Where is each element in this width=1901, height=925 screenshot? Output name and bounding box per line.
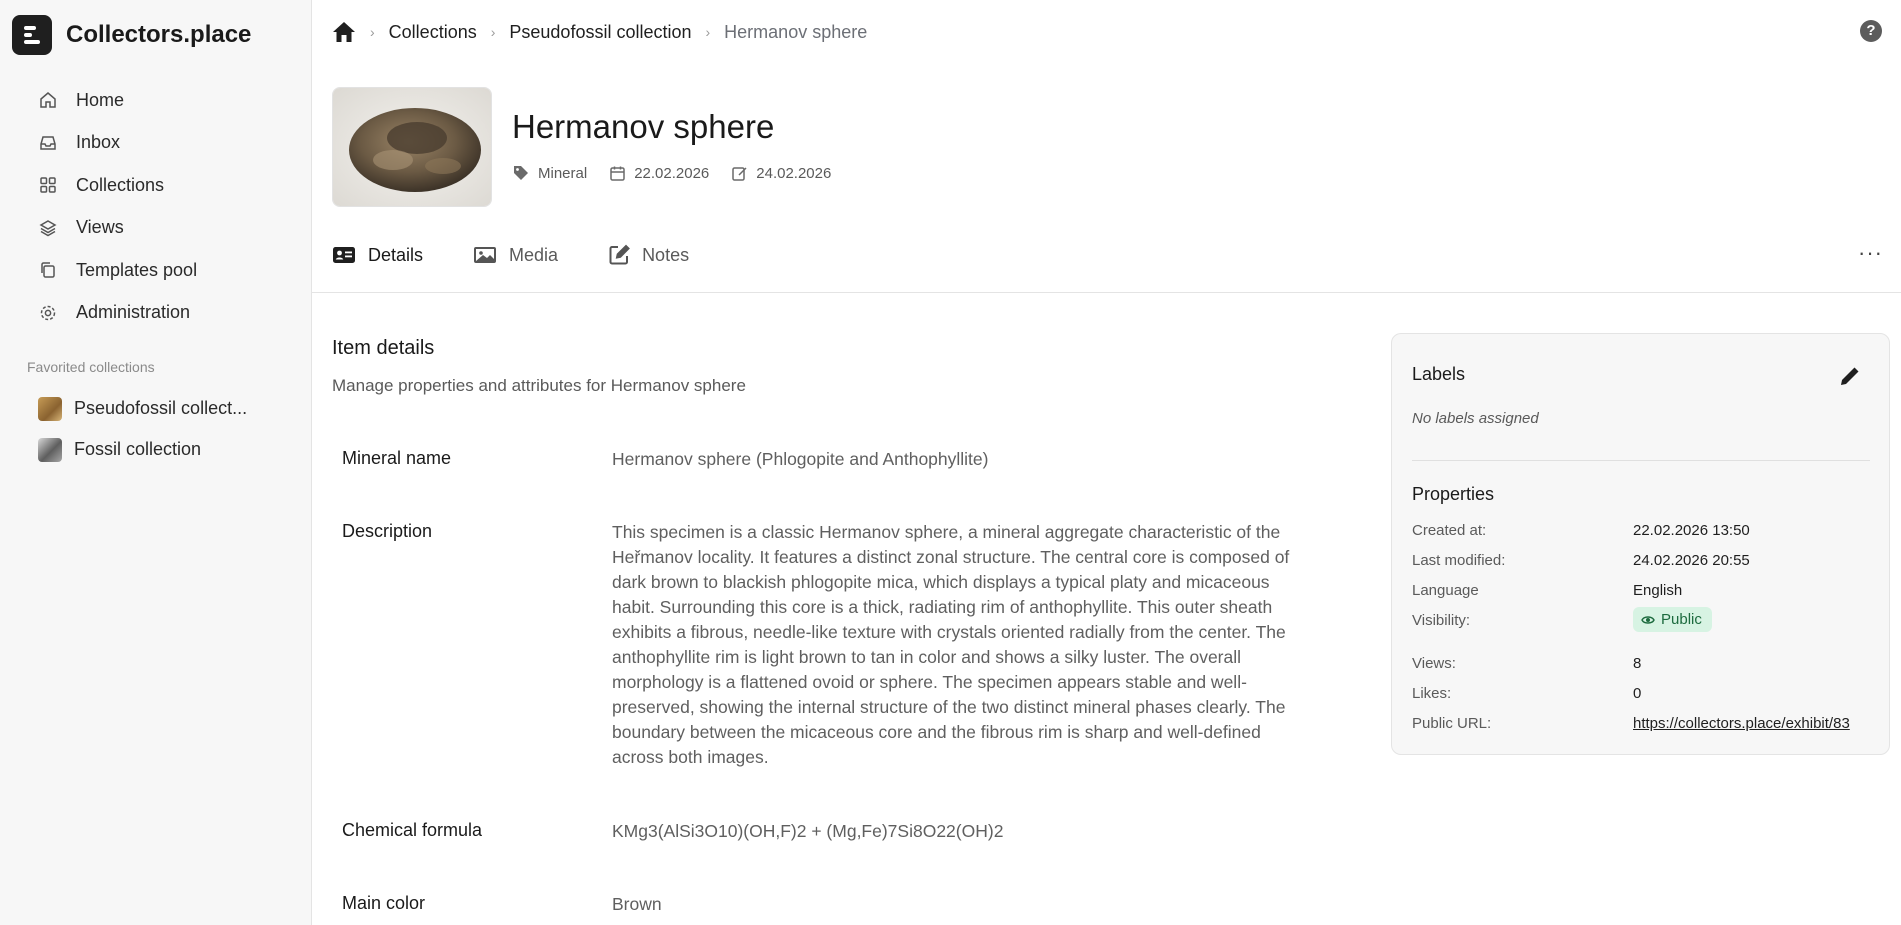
chevron-right-icon: › bbox=[705, 24, 711, 40]
breadcrumb-pseudofossil-collection[interactable]: Pseudofossil collection bbox=[509, 21, 692, 42]
sidebar bbox=[0, 0, 312, 925]
nav-item-inbox[interactable] bbox=[26, 122, 296, 165]
item-side-panel bbox=[1391, 333, 1890, 755]
nav-item-home[interactable] bbox=[26, 79, 296, 122]
nav-label: Collections bbox=[76, 174, 165, 195]
visibility-label: Public bbox=[1661, 611, 1702, 628]
favorites-list bbox=[26, 388, 296, 470]
item-tabs bbox=[332, 244, 739, 266]
field-value-chemical-formula[interactable]: KMg3(AlSi3O10)(OH,F)2 + (Mg,Fe)7Si8O22(OH)2 bbox=[612, 821, 1004, 841]
item-modified-date bbox=[731, 165, 831, 182]
collection-thumbnail bbox=[38, 397, 62, 421]
prop-key: Language bbox=[1412, 582, 1479, 599]
prop-key: Likes: bbox=[1412, 685, 1452, 702]
tab-notes[interactable] bbox=[608, 244, 689, 266]
field-label-chemical-formula: Chemical formula bbox=[342, 820, 483, 840]
tag-icon bbox=[512, 164, 530, 182]
field-value-description[interactable]: This specimen is a classic Hermanov sphere, a mineral aggregate characteristic of the Heřmanov locality. It features a distinct zonal structure. The central core is composed of dark brown to blackish phlogopite mica, which displays a typical platy and micaceous habit. Surrounding this core is a thick, radiating rim of anthophyllite. This outer sheath exhibits a fibrous, needle-like texture with crystals oriented radially from the center. The anthophyllite rim is light brown to tan in color and shows a silky luster. The overall morphology is a flattened ovoid or sphere. The specimen appears stable and well-preserved, showing the internal structure of the two distinct mineral phases clearly. The boundary between the micaceous core and the fibrous rim is sharp and well-defined across both images. bbox=[612, 522, 1290, 767]
nav-item-templates-pool[interactable] bbox=[26, 249, 296, 292]
prop-key: Visibility: bbox=[1412, 612, 1471, 629]
eye-icon bbox=[1641, 613, 1655, 627]
favorite-label: Pseudofossil collect... bbox=[74, 398, 248, 418]
prop-value: 24.02.2026 20:55 bbox=[1633, 552, 1750, 569]
tabs-divider bbox=[312, 292, 1901, 293]
nav-item-collections[interactable] bbox=[26, 164, 296, 207]
nav-label: Home bbox=[76, 89, 125, 110]
labels-title: Labels bbox=[1412, 364, 1466, 384]
field-value-main-color[interactable]: Brown bbox=[612, 894, 662, 914]
nav-label: Templates pool bbox=[76, 259, 198, 280]
tab-label: Media bbox=[509, 244, 559, 265]
item-thumbnail[interactable] bbox=[332, 87, 492, 207]
section-title: Item details bbox=[332, 337, 435, 359]
chevron-right-icon: › bbox=[490, 24, 496, 40]
item-modified-label: 24.02.2026 bbox=[756, 164, 832, 182]
prop-key: Public URL: bbox=[1412, 715, 1492, 732]
item-created-date bbox=[609, 165, 709, 182]
prop-value: 0 bbox=[1633, 685, 1642, 702]
favorite-label: Fossil collection bbox=[74, 439, 202, 459]
nav-label: Views bbox=[76, 217, 124, 238]
tab-label: Notes bbox=[642, 244, 690, 265]
favorite-item-pseudofossil[interactable] bbox=[26, 388, 296, 429]
item-meta bbox=[512, 164, 853, 182]
layers-icon bbox=[38, 218, 58, 238]
item-title: Hermanov sphere bbox=[512, 108, 775, 145]
main-nav bbox=[26, 79, 296, 334]
brand[interactable] bbox=[12, 15, 251, 55]
pencil-icon[interactable] bbox=[1838, 364, 1862, 388]
item-created-label: 22.02.2026 bbox=[634, 164, 710, 182]
field-label-main-color: Main color bbox=[342, 893, 426, 913]
gear-icon bbox=[38, 303, 58, 323]
tab-label: Details bbox=[368, 244, 424, 265]
prop-value bbox=[1633, 612, 1712, 632]
field-label-mineral-name: Mineral name bbox=[342, 448, 452, 468]
calendar-icon bbox=[609, 165, 626, 182]
id-card-icon bbox=[332, 245, 356, 265]
more-options-icon[interactable]: ··· bbox=[1858, 240, 1883, 265]
prop-value: English bbox=[1633, 582, 1683, 599]
panel-divider bbox=[1412, 460, 1870, 461]
prop-key: Views: bbox=[1412, 655, 1456, 672]
breadcrumb-collections[interactable]: Collections bbox=[388, 21, 477, 42]
prop-value: 8 bbox=[1633, 655, 1642, 672]
home-icon bbox=[38, 90, 58, 110]
prop-key: Created at: bbox=[1412, 522, 1487, 539]
app-logo-icon bbox=[12, 15, 52, 55]
edit-icon bbox=[731, 165, 748, 182]
home-icon[interactable] bbox=[332, 21, 356, 43]
nav-item-administration[interactable] bbox=[26, 292, 296, 335]
tab-media[interactable] bbox=[473, 245, 558, 266]
chevron-right-icon: › bbox=[370, 24, 375, 40]
prop-key: Last modified: bbox=[1412, 552, 1506, 569]
visibility-badge[interactable] bbox=[1633, 607, 1712, 632]
app-name: Collectors.place bbox=[66, 21, 252, 48]
no-labels-text: No labels assigned bbox=[1412, 410, 1539, 427]
nav-item-views[interactable] bbox=[26, 207, 296, 250]
breadcrumb bbox=[332, 19, 867, 45]
collection-thumbnail bbox=[38, 438, 62, 462]
grid-icon bbox=[38, 175, 58, 195]
prop-value: 22.02.2026 13:50 bbox=[1633, 522, 1750, 539]
item-category bbox=[512, 164, 587, 182]
tab-details[interactable] bbox=[332, 245, 423, 266]
inbox-icon bbox=[38, 133, 58, 153]
favorite-item-fossil[interactable] bbox=[26, 429, 296, 470]
copy-icon bbox=[38, 260, 58, 280]
properties-title: Properties bbox=[1412, 484, 1495, 504]
field-label-description: Description bbox=[342, 521, 433, 541]
image-icon bbox=[473, 245, 497, 265]
nav-label: Administration bbox=[76, 302, 191, 323]
breadcrumb-current-item: Hermanov sphere bbox=[724, 21, 868, 42]
edit-icon bbox=[608, 244, 630, 266]
help-icon[interactable]: ? bbox=[1860, 20, 1882, 42]
favorites-heading: Favorited collections bbox=[27, 359, 155, 375]
item-category-label: Mineral bbox=[538, 164, 588, 182]
public-url-link[interactable]: https://collectors.place/exhibit/83 bbox=[1633, 715, 1850, 732]
field-value-mineral-name[interactable]: Hermanov sphere (Phlogopite and Anthophyllite) bbox=[612, 449, 989, 469]
section-subtitle: Manage properties and attributes for Hermanov sphere bbox=[332, 376, 746, 395]
nav-label: Inbox bbox=[76, 132, 121, 153]
